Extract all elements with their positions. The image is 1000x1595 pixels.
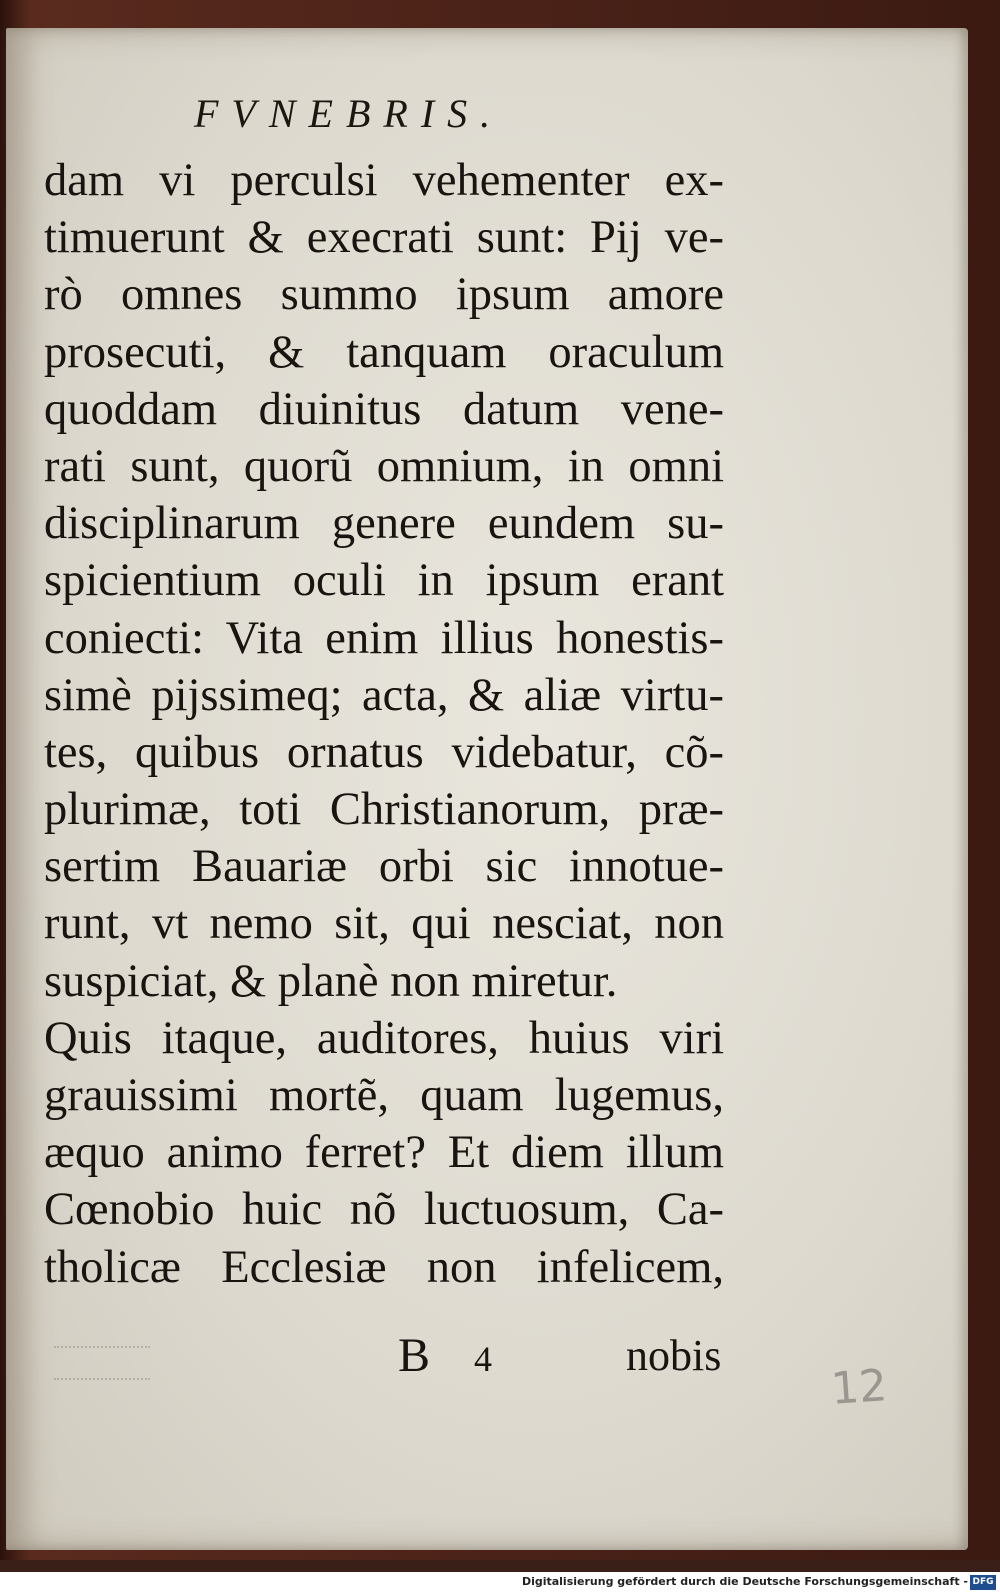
text-line: rati sunt, quorũ omnium, in omni [44,440,724,492]
running-head: FVNEBRIS. [194,91,504,136]
book-page [6,28,968,1550]
text-line: Quis itaque, auditores, huius viri [44,1012,724,1064]
catchword: nobis [626,1331,722,1380]
text-line: prosecuti, & tanquam oraculum [44,326,724,378]
text-line: dam vi perculsi vehementer ex- [44,155,724,206]
text-line: suspiciat, & planè non miretur. [44,955,618,1007]
text-line: quoddam diuinitus datum vene- [44,383,724,435]
text-line: runt, vt nemo sit, qui nesciat, non [44,898,724,950]
digitization-footer [0,1572,1000,1595]
text-line: grauissimi mortẽ, quam lugemus, [44,1070,724,1121]
text-line: spicientium oculi in ipsum erant [44,555,724,607]
text-line: tholicæ Ecclesiæ non infelicem, [44,1241,724,1293]
text-line: Cœnobio huic nõ luctuosum, Ca- [44,1184,724,1236]
text-line: timuerunt & execrati sunt: Pij ve- [44,212,724,264]
pencil-folio-number: 12 [829,1360,889,1415]
text-line: simè pijssimeq; acta, & aliæ virtu- [44,669,724,721]
body-text [44,152,724,1296]
signature-number: 4 [474,1339,493,1379]
text-line: æquo animo ferret? Et diem illum [44,1127,724,1179]
signature-mark [398,1328,492,1383]
faint-stamp-mark [54,1346,150,1380]
text-line: tes, quibus ornatus videbatur, cõ- [44,726,724,778]
dfg-logo: DFG [970,1575,996,1590]
text-line: rò omnes summo ipsum amore [44,269,724,321]
text-line: coniecti: Vita enim illius honestis- [44,612,724,664]
text-line: plurimæ, toti Christianorum, præ- [44,784,724,836]
signature-letter: B [398,1329,431,1382]
text-line: disciplinarum genere eundem su- [44,498,724,550]
funding-credit: Digitalisierung gefördert durch die Deutsche Forschungsgemeinschaft - [521,1575,968,1588]
text-line: sertim Bauariæ orbi sic innotue- [44,841,724,893]
